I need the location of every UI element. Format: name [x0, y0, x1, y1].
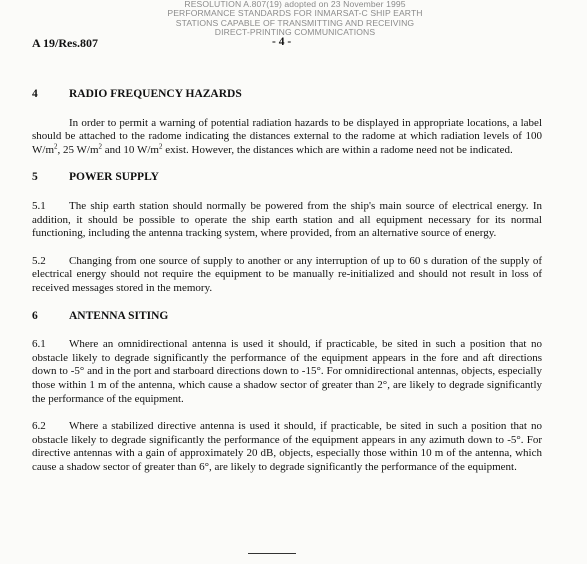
section-title: ANTENNA SITING	[69, 309, 169, 322]
paragraph-number: 6.2	[32, 420, 46, 433]
paragraph	[32, 200, 542, 241]
section-number: 5	[32, 171, 38, 184]
superscript: 2	[98, 142, 103, 151]
section-number: 6	[32, 309, 38, 322]
paragraph	[32, 420, 542, 474]
resolution-header	[150, 0, 440, 38]
paragraph-text: Where a stabilized directive antenna is used it should, if practicable, be sited in such a position that no obstacle likely to degrade significantly the performance of the equipment appears in any azimuth down to -5°. For directive antennas with a gain of approximately 20 dB, objects, especially those within 10 m of the antenna, which cause a shadow sector of greater than 6°, are likely to degrade significantly the performance of the equipment.	[32, 420, 542, 473]
paragraph-text: In order to permit a warning of potential radiation hazards to be displayed in appropriate locations, a label should be attached to the radome indicating the distances external to the radome at which radiation levels of 100 W/m	[32, 116, 542, 156]
paragraph	[32, 338, 542, 406]
paragraph-text: and 10 W/m	[102, 143, 159, 156]
paragraph-number: 5.1	[32, 199, 46, 212]
header-line: PERFORMANCE STANDARDS FOR INMARSAT-C SHIP EARTH	[167, 8, 423, 19]
footer-rule	[248, 553, 296, 554]
section-title: RADIO FREQUENCY HAZARDS	[69, 88, 242, 100]
section-number: 4	[32, 88, 38, 100]
section-heading	[32, 310, 542, 324]
paragraph-number: 5.2	[32, 254, 46, 267]
section-heading	[32, 88, 542, 102]
document-body	[32, 88, 542, 488]
paragraph-text: , 25 W/m	[57, 143, 99, 156]
superscript: 2	[54, 142, 58, 151]
paragraph-text: The ship earth station should normally be powered from the ship's main source of electrical energy. In addition, it should be possible to operate the ship earth station and all equipment necessary for its normal functioning, including the antenna tracking system, where provided, from an alternative source of energy.	[32, 199, 542, 240]
paragraph-text: Where an omnidirectional antenna is used it should, if practicable, be sited in such a position that no obstacle likely to degrade significantly the performance of the equipment appears in the fore and aft directions down to -5° and in the port and starboard directions down to -15°. For omnidirectional antennas, objects, especially those within 1 m of the antenna, which cause a shadow sector of greater than 2°, are likely to degrade significantly the performance of the equipment.	[32, 338, 542, 405]
paragraph	[32, 117, 542, 158]
section-heading	[32, 171, 542, 185]
section-title: POWER SUPPLY	[69, 171, 159, 184]
document-reference: A 19/Res.807	[32, 36, 98, 50]
paragraph-number: 6.1	[32, 338, 46, 351]
paragraph	[32, 255, 542, 296]
superscript: 2	[158, 142, 163, 151]
paragraph-text: exist. However, the distances which are within a radome need not be indicated.	[162, 143, 513, 156]
page-number: - 4 -	[272, 36, 292, 48]
header-line: DIRECT-PRINTING COMMUNICATIONS	[214, 27, 376, 38]
header-line: STATIONS CAPABLE OF TRANSMITTING AND RECEIVING	[175, 17, 415, 28]
paragraph-text: Changing from one source of supply to another or any interruption of up to 60 s duration of the supply of electrical energy should not require the equipment to be manually re-initialized and should not result in loss of received messages stored in the memory.	[32, 254, 542, 294]
header-line: RESOLUTION A.807(19) adopted on 23 November 1995	[184, 0, 406, 9]
